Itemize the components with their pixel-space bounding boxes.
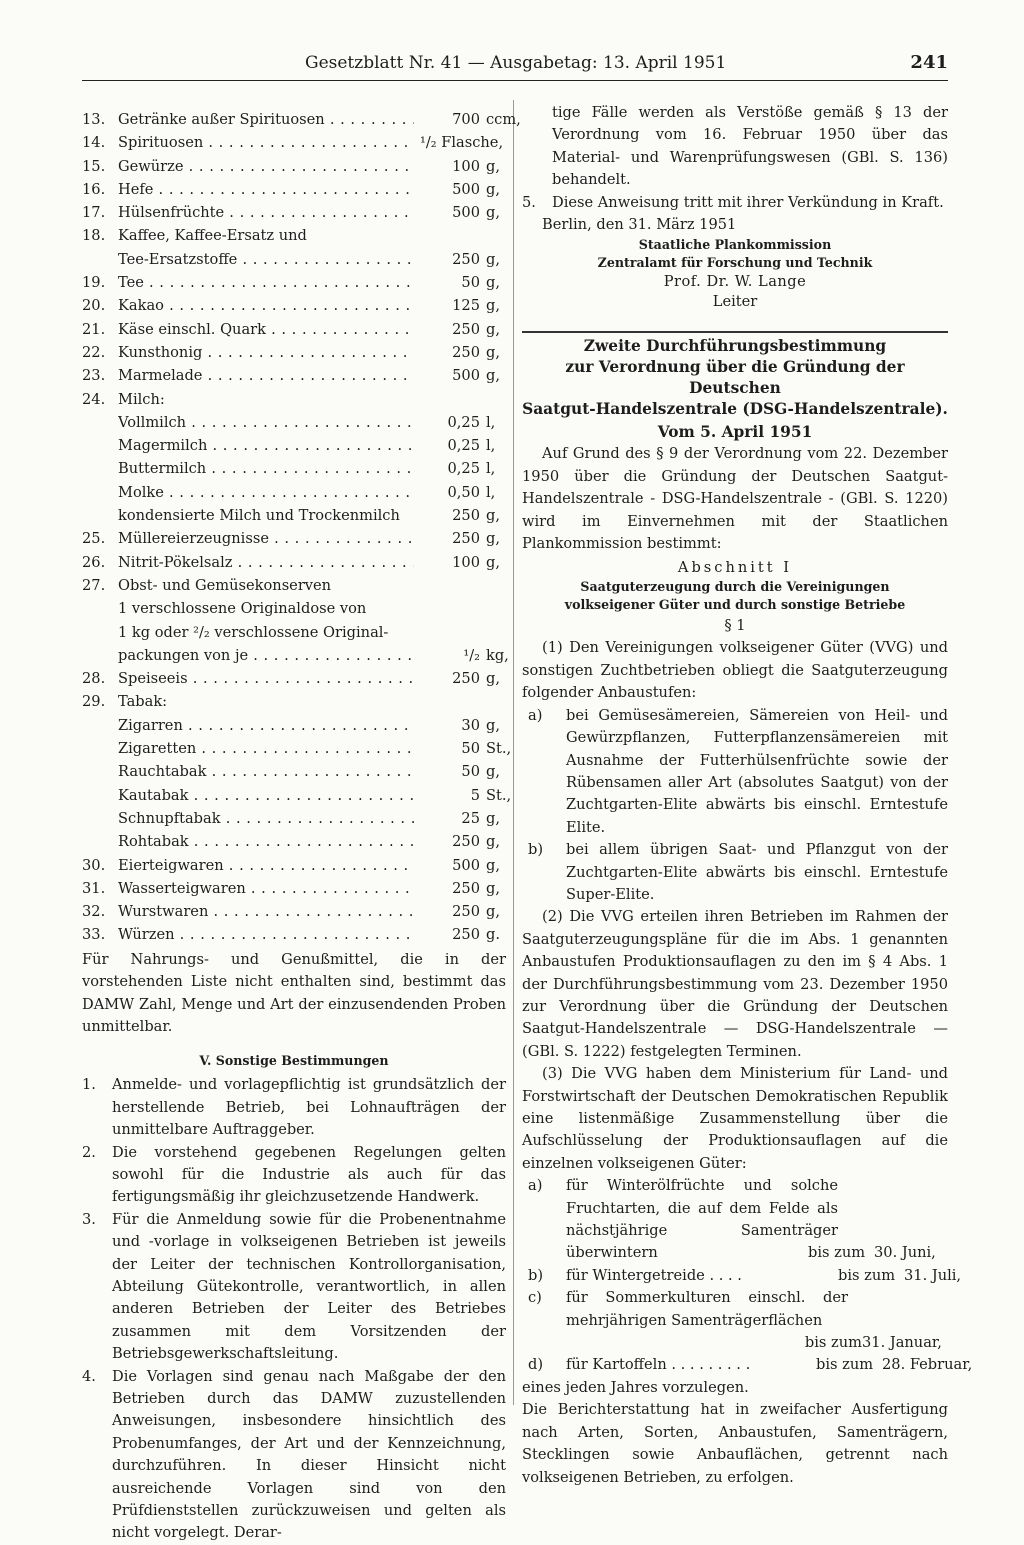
item-number: 16. bbox=[82, 180, 106, 198]
item-label-leader: Buttermilch . . . bbox=[118, 457, 414, 480]
list-item bbox=[82, 854, 506, 877]
list-item bbox=[82, 877, 506, 900]
item-quantity: 0,25 bbox=[447, 413, 480, 431]
item-unit: g, bbox=[486, 367, 500, 385]
item-label: Milch: bbox=[118, 390, 165, 408]
left-column bbox=[82, 108, 521, 1545]
decree-title-1: Zweite Durchführungsbestimmung bbox=[583, 337, 887, 356]
item-unit: g, bbox=[486, 274, 500, 292]
item-label-leader: packungen von je . . . bbox=[118, 644, 414, 667]
list-item bbox=[82, 527, 506, 550]
sub-item-letter: d) bbox=[528, 1356, 544, 1374]
item-quantity: 250 bbox=[452, 250, 480, 268]
list-item bbox=[82, 737, 512, 760]
item-quantity: 0,50 bbox=[447, 483, 480, 501]
list-item-tabak bbox=[82, 690, 512, 853]
deadline-label: für Winterölfrüchte und solche Fruchtarten, die auf dem Felde als nächstjährige Samenträger überwintern bbox=[566, 1177, 838, 1262]
list-item-konserven bbox=[82, 574, 509, 667]
item-unit: l, bbox=[486, 437, 496, 455]
item-label-leader: Magermilch . . . bbox=[118, 434, 414, 457]
item-quantity: 250 bbox=[452, 670, 480, 688]
item-quantity: 25 bbox=[461, 809, 480, 827]
header-rule bbox=[82, 80, 948, 81]
item-label-leader: Nitrit-Pökelsalz . . . bbox=[118, 551, 414, 574]
item-unit: g, bbox=[486, 763, 500, 781]
item-text: Die vorstehend gegebenen Regelungen gelten sowohl für die Industrie als auch für das fertigungsmäßig ihr gleichzusetzende Handwerk. bbox=[112, 1143, 506, 1206]
item-label-leader: Wasserteigwaren . . . bbox=[118, 877, 414, 900]
deadline-until: bis zum bbox=[808, 1244, 866, 1262]
item-label-leader: Kautabak . . . bbox=[118, 784, 414, 807]
item-label: Obst- und Gemüsekonserven bbox=[118, 576, 332, 594]
item-label-leader: Zigarren . . . bbox=[118, 714, 414, 737]
item-number: 21. bbox=[82, 320, 106, 338]
item-unit: ¹/₂ Flasche, bbox=[420, 134, 504, 152]
item-quantity: 500 bbox=[452, 856, 480, 874]
item-label-leader: Käse einschl. Quark . . . bbox=[118, 318, 414, 341]
sub-item-letter: b) bbox=[528, 1266, 544, 1284]
list-item bbox=[82, 131, 506, 154]
item-quantity: 250 bbox=[452, 343, 480, 361]
item-unit: g, bbox=[486, 553, 500, 571]
item-quantity: 250 bbox=[452, 507, 480, 525]
signer-role: Leiter bbox=[712, 293, 758, 311]
item-label-line: 1 kg oder ²/₂ verschlossene Original- bbox=[118, 623, 389, 641]
item-label-line: 1 verschlossene Originaldose von bbox=[118, 600, 367, 618]
item-label-leader: Hefe . . . bbox=[118, 178, 414, 201]
list-item bbox=[82, 434, 506, 457]
paragraph-2: (2) Die VVG erteilen ihren Betrieben im Rahmen der Saatguterzeugungspläne für die im Abs. 1 genannten Anbaustufen Produktionsauflagen zu den im § 4 Abs. 1 der Durchführungsbestimmung vom 23. Dezember 1950 zur Verordnung über die Gründung der Deutschen Saatgut-Handelszentrale — DSG-Handelszentrale — (GBl. S. 1222) festgelegten Terminen. bbox=[522, 908, 948, 1060]
list-item bbox=[82, 155, 506, 178]
item-number: 20. bbox=[82, 297, 106, 315]
list-item bbox=[82, 271, 506, 294]
item-unit: g, bbox=[486, 297, 500, 315]
item-number: 22. bbox=[82, 343, 106, 361]
item-unit: g, bbox=[486, 157, 500, 175]
sample-list-13-23 bbox=[82, 108, 521, 388]
list-item-speiseeis bbox=[82, 667, 506, 690]
item-unit: St., bbox=[486, 786, 512, 804]
item-number: 18. bbox=[82, 227, 106, 245]
item-label-leader: Eierteigwaren . . . bbox=[118, 854, 414, 877]
item-quantity: 0,25 bbox=[447, 460, 480, 478]
item-unit: g, bbox=[486, 833, 500, 851]
item-unit: g, bbox=[486, 856, 500, 874]
item-label-leader: Tee . . . bbox=[118, 271, 414, 294]
deadline-c bbox=[522, 1287, 948, 1354]
list-item bbox=[82, 807, 506, 830]
item-label-leader: Rohtabak . . . bbox=[118, 830, 414, 853]
section-heading: Abschnitt I bbox=[677, 559, 793, 577]
item-unit: St., bbox=[486, 740, 512, 758]
signature-org-1: Staatliche Plankommission bbox=[638, 237, 832, 253]
item-label-leader: Rauchtabak . . . bbox=[118, 760, 414, 783]
item-unit: g, bbox=[486, 320, 500, 338]
item-label: Kaffee, Kaffee-Ersatz und bbox=[118, 227, 307, 245]
item-number: 31. bbox=[82, 879, 106, 897]
section-v-item bbox=[82, 1074, 506, 1141]
item-quantity: 500 bbox=[452, 180, 480, 198]
deadline-label: für Kartoffeln bbox=[566, 1356, 667, 1374]
item-quantity: ¹/₂ bbox=[463, 646, 480, 664]
item-number: 3. bbox=[82, 1210, 96, 1228]
item-number: 2. bbox=[82, 1143, 96, 1161]
list-item bbox=[82, 900, 506, 923]
item-unit: l, bbox=[486, 460, 496, 478]
item-unit: g, bbox=[486, 809, 500, 827]
decree-title-3: Saatgut-Handelszentrale (DSG-Handelszentrale). bbox=[522, 400, 948, 419]
section-title-2: volkseigener Güter und durch sonstige Betriebe bbox=[564, 597, 906, 613]
item-number: 19. bbox=[82, 274, 106, 292]
item-quantity: 250 bbox=[452, 926, 480, 944]
sub-item-letter: c) bbox=[528, 1289, 542, 1307]
item-number: 26. bbox=[82, 553, 106, 571]
section-v-item bbox=[82, 1209, 506, 1366]
item-label-leader: Gewürze . . . bbox=[118, 155, 414, 178]
page-header: Gesetzblatt Nr. 41 — Ausgabetag: 13. April 1951 bbox=[305, 53, 727, 73]
item-quantity: 700 bbox=[452, 111, 480, 128]
paragraph-4: Die Berichterstattung hat in zweifacher Ausfertigung nach Arten, Sorten, Anbaustufen, Samenträgern, Stecklingen sowie Anbauflächen, getrennt nach volkseigenen Betrieben, zu erfolgen. bbox=[522, 1401, 948, 1486]
paragraph-3: (3) Die VVG haben dem Ministerium für Land- und Forstwirtschaft der Deutschen Demokratischen Republik eine listenmäßige Zusammenstellung über die Aufschlüsselung der Produktionsauflagen auf die einzelnen volkseigenen Güter: bbox=[522, 1065, 948, 1172]
item-quantity: 250 bbox=[452, 879, 480, 897]
item-number: 33. bbox=[82, 926, 106, 944]
sub-item-letter: a) bbox=[528, 1177, 543, 1195]
list-item bbox=[82, 457, 506, 480]
item-5 bbox=[522, 192, 948, 214]
item-number: 15. bbox=[82, 157, 106, 175]
list-item bbox=[82, 760, 506, 783]
list-item bbox=[82, 481, 506, 504]
item-label-leader: Wurstwaren . . . bbox=[118, 900, 414, 923]
item-label: kondensierte Milch und Trockenmilch bbox=[118, 507, 400, 525]
item-number: 28. bbox=[82, 670, 106, 688]
paragraph-1-b bbox=[522, 839, 948, 906]
item-quantity: 30 bbox=[461, 716, 480, 734]
item-quantity: 250 bbox=[452, 530, 480, 548]
list-item bbox=[82, 784, 512, 807]
item-number: 17. bbox=[82, 204, 106, 222]
item-quantity: 5 bbox=[470, 786, 480, 804]
list-item-milk bbox=[82, 388, 506, 528]
intro-paragraph: Auf Grund des § 9 der Verordnung vom 22. Dezember 1950 über die Gründung der Deutschen Saatgut-Handelszentrale - DSG-Handelszentrale - (GBl. S. 1220) wird im Einvernehmen mit der Staatlichen Plankommission bestimmt: bbox=[522, 445, 948, 553]
item-number: 29. bbox=[82, 693, 106, 711]
paragraph-sign: § 1 bbox=[724, 617, 746, 635]
item-number: 25. bbox=[82, 530, 106, 548]
signer-name: Prof. Dr. W. Lange bbox=[663, 273, 807, 291]
item-number: 32. bbox=[82, 903, 106, 921]
list-item bbox=[82, 923, 506, 946]
item-text: Diese Anweisung tritt mit ihrer Verkündung in Kraft. bbox=[552, 193, 944, 211]
section-v-item bbox=[82, 1366, 506, 1545]
section-title-1: Saatguterzeugung durch die Vereinigungen bbox=[580, 579, 890, 595]
paragraph-3-end: eines jeden Jahres vorzulegen. bbox=[522, 1378, 749, 1396]
item-quantity: 100 bbox=[452, 157, 480, 175]
sub-item-text: bei allem übrigen Saat- und Pflanzgut von der Zuchtgarten-Elite abwärts bis einschl. Erntestufe Super-Elite. bbox=[566, 841, 948, 903]
deadline-date: 28. Februar, bbox=[882, 1356, 973, 1374]
list-item bbox=[82, 201, 506, 224]
item-number: 24. bbox=[82, 390, 106, 408]
continued-paragraph: tige Fälle werden als Verstöße gemäß § 13 der Verordnung vom 16. Februar 1950 über das Material- und Warenprüfungswesen (GBl. S. 136) behandelt. bbox=[552, 104, 948, 189]
item-unit: g, bbox=[486, 716, 500, 734]
section-v-list bbox=[82, 1074, 506, 1545]
item-unit: g, bbox=[486, 903, 500, 921]
deadline-date: 31. Januar, bbox=[862, 1334, 942, 1352]
item-label-leader: Tee-Ersatzstoffe . . . bbox=[118, 248, 414, 271]
item-label-leader: Vollmilch . . . bbox=[118, 411, 414, 434]
deadline-label: für Wintergetreide bbox=[566, 1266, 705, 1284]
item-quantity: 250 bbox=[452, 903, 480, 921]
item-label-leader: Kakao . . . bbox=[118, 294, 414, 317]
deadline-a bbox=[522, 1175, 948, 1265]
list-item bbox=[82, 318, 506, 341]
item-label-leader: Kunsthonig . . . bbox=[118, 341, 414, 364]
item-unit: l, bbox=[486, 413, 496, 431]
item-number: 23. bbox=[82, 367, 106, 385]
deadline-until: bis zum bbox=[816, 1356, 874, 1374]
paragraph-1: (1) Den Vereinigungen volkseigener Güter (VVG) und sonstigen Zuchtbetrieben obliegt die Saatguterzeugung folgender Anbaustufen: bbox=[522, 639, 948, 702]
item-text: Für die Anmeldung sowie für die Probenentnahme und -vorlage in volkseigenen Betrieben ist jeweils der Leiter der technischen Kontrollorganisation, Abteilung Gütekontrolle, verantwortlich, in allen anderen Betrieben der Leiter des Betriebes zusammen mit dem Vorsitzenden der Betriebsgewerkschaftsleitung. bbox=[112, 1210, 506, 1363]
list-item bbox=[82, 178, 506, 201]
item-number: 13. bbox=[82, 111, 106, 128]
item-text: Die Vorlagen sind genau nach Maßgabe der den Betrieben durch das DAMW zuzustellenden Anweisungen, insbesondere hinsichtlich des Probenumfanges, der Art und der Kennzeichnung, durchzuführen. In dieser Hinsicht nicht ausreichende Vorlagen sind von den Prüfdienststellen zurückzuweisen und gelten als nicht vorgelegt. Derar- bbox=[112, 1367, 506, 1542]
item-quantity: 50 bbox=[461, 763, 480, 781]
item-label-leader: Marmelade . . . bbox=[118, 364, 414, 387]
item-quantity: 250 bbox=[452, 833, 480, 851]
item-quantity: 50 bbox=[461, 274, 480, 292]
item-label-leader: Hülsenfrüchte . . . bbox=[118, 201, 414, 224]
item-quantity: 250 bbox=[452, 320, 480, 338]
item-label-leader: Getränke außer Spirituosen . . . bbox=[118, 108, 414, 131]
item-number: 30. bbox=[82, 856, 106, 874]
deadline-date: 31. Juli, bbox=[904, 1266, 962, 1284]
item-unit: g, bbox=[486, 530, 500, 548]
item-label-leader: Molke . . . bbox=[118, 481, 414, 504]
column-divider bbox=[513, 100, 514, 1405]
list-item bbox=[82, 411, 506, 434]
item-quantity: 50 bbox=[461, 740, 480, 758]
deadline-until: bis zum bbox=[804, 1334, 862, 1352]
deadline-date: 30. Juni, bbox=[874, 1244, 936, 1262]
item-number: 1. bbox=[82, 1076, 96, 1094]
item-label-leader: Würzen . . . bbox=[118, 923, 414, 946]
deadline-label: für Sommerkulturen einschl. der mehrjährigen Samenträgerflächen bbox=[566, 1289, 848, 1329]
list-item bbox=[82, 551, 506, 574]
item-unit: l, bbox=[486, 483, 496, 501]
item-quantity: 125 bbox=[452, 297, 480, 315]
item-unit: ccm, bbox=[486, 111, 521, 128]
section-v-heading: V. Sonstige Bestimmungen bbox=[199, 1053, 389, 1069]
deadline-d: d) für Kartoffeln . . . . . . . . . bis zum 28. Februar, bbox=[522, 1354, 948, 1376]
item-unit: g, bbox=[486, 250, 500, 268]
deadline-until: bis zum bbox=[838, 1266, 896, 1284]
list-item bbox=[82, 714, 506, 737]
item-quantity: 0,25 bbox=[447, 437, 480, 455]
list-item bbox=[82, 341, 506, 364]
sample-list-30-33 bbox=[82, 854, 506, 947]
sample-list-25-26 bbox=[82, 527, 506, 574]
item-quantity: 100 bbox=[452, 553, 480, 571]
closing-paragraph: Für Nahrungs- und Genußmittel, die in der vorstehenden Liste nicht enthalten sind, bestimmt das DAMW Zahl, Menge und Art der einzusendenden Proben unmittelbar. bbox=[82, 950, 506, 1035]
signature-org-2: Zentralamt für Forschung und Technik bbox=[597, 255, 873, 271]
item-text: Anmelde- und vorlagepflichtig ist grundsätzlich der herstellende Betrieb, bei Lohnaufträgen der unmittelbare Auftraggeber. bbox=[112, 1076, 506, 1139]
item-unit: g. bbox=[486, 926, 500, 944]
item-label-leader: Müllereierzeugnisse . . . bbox=[118, 527, 414, 550]
right-column bbox=[522, 102, 973, 1489]
deadline-b: b) für Wintergetreide . . . . bis zum 31. Juli, bbox=[522, 1265, 948, 1287]
list-item bbox=[82, 830, 506, 853]
item-number: 4. bbox=[82, 1367, 96, 1385]
place-date: Berlin, den 31. März 1951 bbox=[542, 216, 737, 234]
tabak-sublist bbox=[82, 714, 512, 854]
item-quantity: 500 bbox=[452, 367, 480, 385]
sub-item-text: bei Gemüsesämereien, Sämereien von Heil- und Gewürzpflanzen, Futterpflanzensämereien mit Ausnahme der Futterhülsenfrüchte sowie der Rübensamen aller Art (absolutes Saatgut) von der Zuchtgarten-Elite abwärts bis einschl. Erntestufe Elite. bbox=[566, 706, 948, 836]
item-unit: g, bbox=[486, 180, 500, 198]
milk-sublist bbox=[82, 411, 506, 504]
item-unit: kg, bbox=[486, 646, 509, 664]
page-number: 241 bbox=[910, 52, 948, 73]
sub-item-letter: a) bbox=[528, 706, 543, 724]
item-unit: g, bbox=[486, 204, 500, 222]
sub-item-letter: b) bbox=[528, 841, 544, 859]
item-number: 14. bbox=[82, 134, 106, 152]
list-item bbox=[82, 364, 506, 387]
item-unit: g, bbox=[486, 879, 500, 897]
item-label-leader: Schnupftabak . . . bbox=[118, 807, 414, 830]
list-item bbox=[82, 224, 506, 271]
item-quantity: 500 bbox=[452, 204, 480, 222]
list-item bbox=[82, 108, 521, 131]
list-item bbox=[82, 294, 506, 317]
decree-separator bbox=[522, 331, 948, 333]
item-unit: g, bbox=[486, 343, 500, 361]
decree-title-2: zur Verordnung über die Gründung der Deutschen bbox=[565, 358, 905, 398]
item-unit: g, bbox=[486, 670, 500, 688]
decree-date: Vom 5. April 1951 bbox=[657, 423, 813, 442]
paragraph-1-a bbox=[522, 705, 948, 839]
item-label-leader: Zigaretten . . . bbox=[118, 737, 414, 760]
item-label-leader: Spirituosen . . . bbox=[118, 131, 414, 154]
item-number: 5. bbox=[522, 193, 536, 211]
item-unit: g, bbox=[486, 507, 500, 525]
item-number: 27. bbox=[82, 576, 106, 594]
item-label-leader: Speiseeis . . . bbox=[118, 667, 414, 690]
item-label: Tabak: bbox=[118, 693, 168, 711]
section-v-item bbox=[82, 1142, 506, 1209]
